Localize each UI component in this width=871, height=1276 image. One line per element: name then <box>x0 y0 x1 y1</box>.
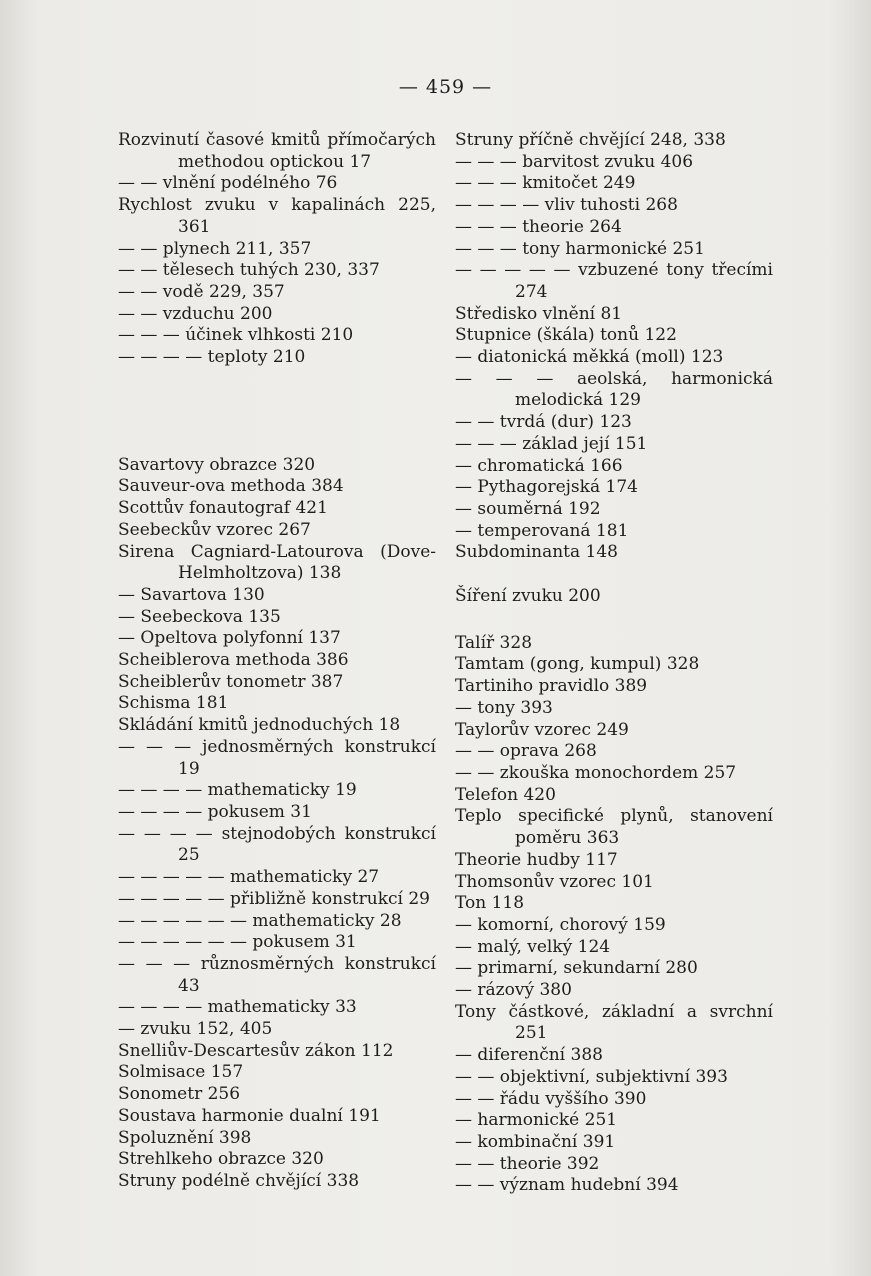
index-entry: — — objektivní, subjektivní 393 <box>455 1066 728 1087</box>
index-entry: — — — — — — mathematicky 28 <box>118 910 402 931</box>
index-entry: — souměrná 192 <box>455 498 601 519</box>
index-entry: — — vlnění podélného 76 <box>118 173 338 194</box>
index-entry: Rozvinutí časové kmitů přímočarých methodou optickou 17 <box>118 130 436 172</box>
index-entry: — — plynech 211, 357 <box>118 238 312 259</box>
index-entry: — — řádu vyššího 390 <box>455 1088 647 1109</box>
index-entry: Sonometr 256 <box>118 1084 241 1105</box>
index-entry: — temperovaná 181 <box>455 520 629 541</box>
index-entry: — — zkouška monochordem 257 <box>455 762 737 783</box>
index-entry: — — tělesech tuhých 230, 337 <box>118 260 380 281</box>
index-column-right <box>455 130 773 1197</box>
index-entry: — — — účinek vlhkosti 210 <box>118 325 354 346</box>
index-entry: — — — — stejnodobých konstrukcí 25 <box>118 823 436 866</box>
index-entry: — — — základ její 151 <box>455 433 648 454</box>
index-entry: — — — — teploty 210 <box>118 347 306 368</box>
index-entry: — rázový 380 <box>455 980 572 1001</box>
index-entry: — — — různosměrných konstrukcí 43 <box>118 953 436 996</box>
index-entry: Scheiblerův tonometr 387 <box>118 671 344 692</box>
index-entry: — — — theorie 264 <box>455 216 622 237</box>
index-entry: — — — — — mathematicky 27 <box>118 867 380 888</box>
index-entry: — zvuku 152, 405 <box>118 1019 273 1040</box>
index-entry: — Savartova 130 <box>118 584 265 605</box>
index-entry: Struny příčně chvějící 248, 338 <box>455 130 726 150</box>
index-entry: Struny podélně chvějící 338 <box>118 1170 360 1191</box>
index-entry: Skládání kmitů jednoduchých 18 <box>118 715 401 736</box>
index-entry: Šíření zvuku 200 <box>455 586 601 607</box>
index-entry: Telefon 420 <box>455 784 556 805</box>
index-entry: — — — — pokusem 31 <box>118 801 312 822</box>
index-entry: — — význam hudební 394 <box>455 1175 679 1196</box>
index-entry: Schisma 181 <box>118 693 229 714</box>
index-entry: Snelliův-Descartesův zákon 112 <box>118 1040 394 1061</box>
index-entry: — Pythagorejská 174 <box>455 477 638 498</box>
index-entry: — — oprava 268 <box>455 741 597 762</box>
index-entry: — primarní, sekundarní 280 <box>455 958 698 979</box>
index-entry: Soustava harmonie dualní 191 <box>118 1105 381 1126</box>
index-entry: Tony částkové, základní a svrchní 251 <box>455 1001 773 1044</box>
index-entry: — — vodě 229, 357 <box>118 281 285 302</box>
index-entry: Subdominanta 148 <box>455 542 619 563</box>
index-entry: — — — — — — pokusem 31 <box>118 932 357 953</box>
index-entry: — — — barvitost zvuku 406 <box>455 151 694 172</box>
index-entry: Strehlkeho obrazce 320 <box>118 1149 324 1170</box>
index-entry: Sauveur-ova methoda 384 <box>118 476 344 497</box>
index-column-left <box>118 130 436 1193</box>
index-entry: Savartovy obrazce 320 <box>118 454 316 475</box>
index-entry: Scheiblerova methoda 386 <box>118 650 349 671</box>
index-entry: Seebeckův vzorec 267 <box>118 519 311 540</box>
index-entry: Tamtam (gong, kumpul) 328 <box>455 654 700 675</box>
index-entry: — — — — — vzbuzené tony třecími 274 <box>455 260 773 302</box>
index-entry: Taylorův vzorec 249 <box>455 719 629 740</box>
index-entry: Rychlost zvuku v kapalinách 225, 361 <box>118 195 436 237</box>
index-entry: — kombinační 391 <box>455 1131 616 1152</box>
index-entry: Ton 118 <box>455 893 525 914</box>
index-entry: Teplo specifické plynů, stanovení poměru 363 <box>455 806 773 849</box>
index-entry: Theorie hudby 117 <box>455 849 618 870</box>
index-entry: Stupnice (škála) tonů 122 <box>455 325 677 346</box>
index-entry: — Opeltova polyfonní 137 <box>118 628 341 649</box>
index-entry: — harmonické 251 <box>455 1110 618 1131</box>
index-entry: — diatonická měkká (moll) 123 <box>455 347 724 368</box>
index-entry: — — — jednosměrných konstrukcí 19 <box>118 736 436 779</box>
page-number: — 459 — <box>398 76 493 98</box>
index-entry: — — — — mathematicky 19 <box>118 780 357 801</box>
index-entry: Talíř 328 <box>455 632 533 653</box>
index-entry: Tartiniho pravidlo 389 <box>455 676 648 697</box>
index-entry: — diferenční 388 <box>455 1045 603 1066</box>
index-entry: — — — — mathematicky 33 <box>118 997 357 1018</box>
index-entry: — — — tony harmonické 251 <box>455 238 705 259</box>
index-entry: — komorní, chorový 159 <box>455 914 666 935</box>
index-entry: Thomsonův vzorec 101 <box>455 871 654 892</box>
index-entry: Sirena Cagniard-Latourova (Dove-Helmholtzova) 138 <box>118 541 436 584</box>
index-entry: — — vzduchu 200 <box>118 303 273 324</box>
index-entry: — — — kmitočet 249 <box>455 173 636 194</box>
index-entry: — — tvrdá (dur) 123 <box>455 412 632 433</box>
index-entry: Scottův fonautograf 421 <box>118 498 328 519</box>
index-entry: — tony 393 <box>455 697 553 718</box>
index-entry: — — — — — přibližně konstrukcí 29 <box>118 888 431 909</box>
index-entry: — — — — vliv tuhosti 268 <box>455 195 678 216</box>
index-entry: Středisko vlnění 81 <box>455 303 623 324</box>
index-entry: — malý, velký 124 <box>455 936 611 957</box>
index-entry: — Seebeckova 135 <box>118 606 281 627</box>
index-entry: — chromatická 166 <box>455 455 623 476</box>
index-entry: Spoluznění 398 <box>118 1127 252 1148</box>
index-entry: Solmisace 157 <box>118 1062 244 1083</box>
index-entry: — — — aeolská, harmonická melodická 129 <box>455 368 773 411</box>
index-entry: — — theorie 392 <box>455 1153 600 1174</box>
